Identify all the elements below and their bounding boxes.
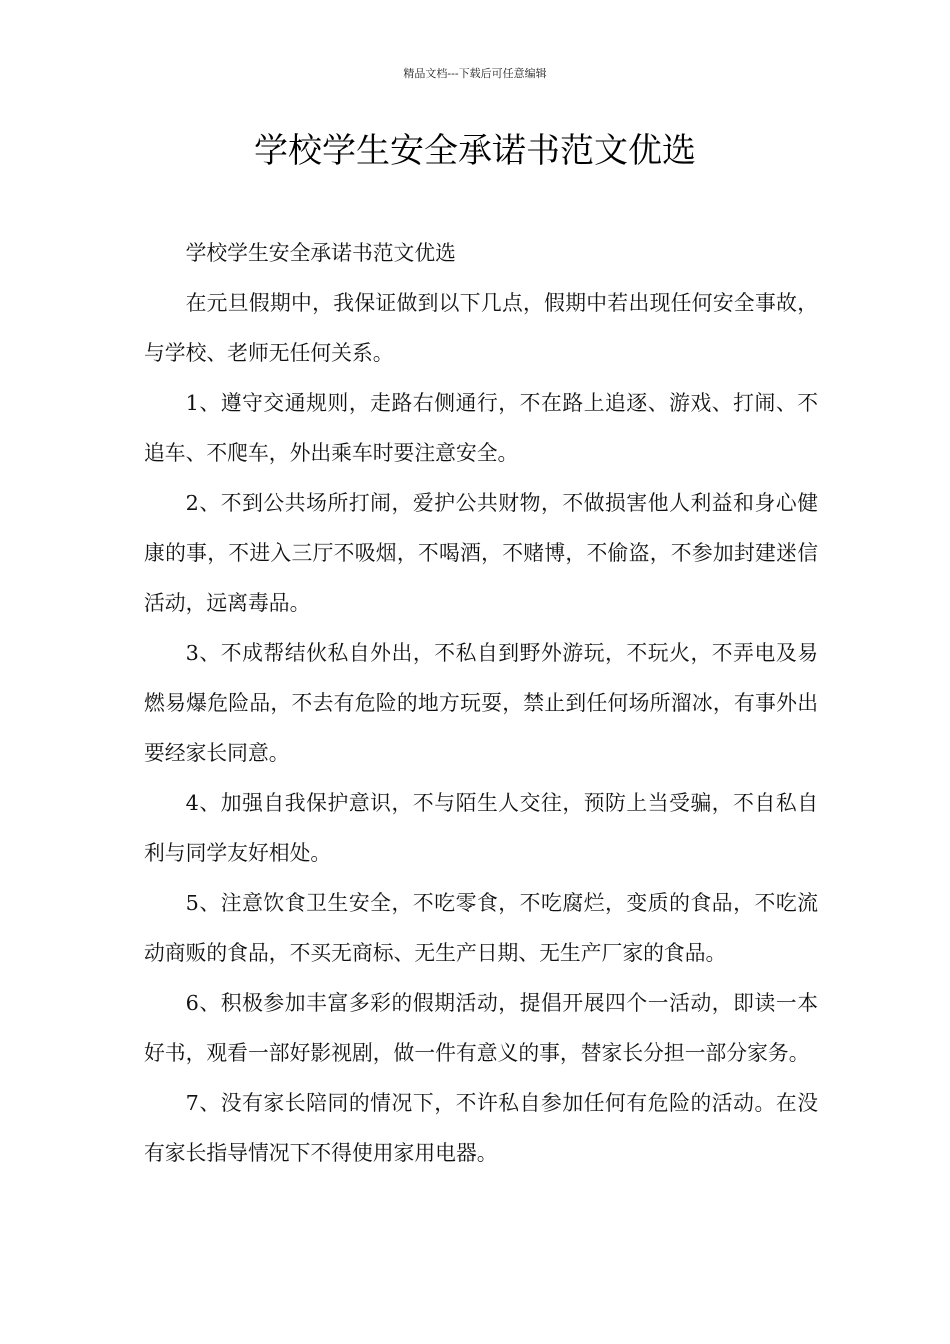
pledge-item-1: 1、遵守交通规则，走路右侧通行，不在路上追逐、游戏、打闹、不追车、不爬车，外出乘车时要注意安全。 bbox=[144, 391, 818, 465]
pledge-item-7: 7、没有家长陪同的情况下，不许私自参加任何有危险的活动。在没有家长指导情况下不得使用家用电器。 bbox=[144, 1091, 818, 1165]
pledge-item-2: 2、不到公共场所打闹，爱护公共财物，不做损害他人利益和身心健康的事，不进入三厅不吸烟，不喝酒，不赌博，不偷盗，不参加封建迷信活动，远离毒品。 bbox=[144, 491, 818, 615]
intro-paragraph: 在元旦假期中，我保证做到以下几点，假期中若出现任何安全事故，与学校、老师无任何关系。 bbox=[144, 291, 818, 365]
subtitle-paragraph: 学校学生安全承诺书范文优选 bbox=[185, 241, 456, 265]
pledge-item-3: 3、不成帮结伙私自外出，不私自到野外游玩，不玩火，不弄电及易燃易爆危险品，不去有危险的地方玩耍，禁止到任何场所溜冰，有事外出要经家长同意。 bbox=[144, 641, 818, 765]
document-body bbox=[144, 228, 818, 1178]
header-note: 精品文档---下载后可任意编辑 bbox=[403, 67, 547, 80]
pledge-item-5: 5、注意饮食卫生安全，不吃零食，不吃腐烂，变质的食品，不吃流动商贩的食品，不买无商标、无生产日期、无生产厂家的食品。 bbox=[144, 891, 818, 965]
pledge-item-6: 6、积极参加丰富多彩的假期活动，提倡开展四个一活动，即读一本好书，观看一部好影视剧，做一件有意义的事，替家长分担一部分家务。 bbox=[144, 991, 818, 1065]
pledge-item-4: 4、加强自我保护意识，不与陌生人交往，预防上当受骗，不自私自利与同学友好相处。 bbox=[144, 791, 818, 865]
document-title: 学校学生安全承诺书范文优选 bbox=[254, 131, 696, 171]
